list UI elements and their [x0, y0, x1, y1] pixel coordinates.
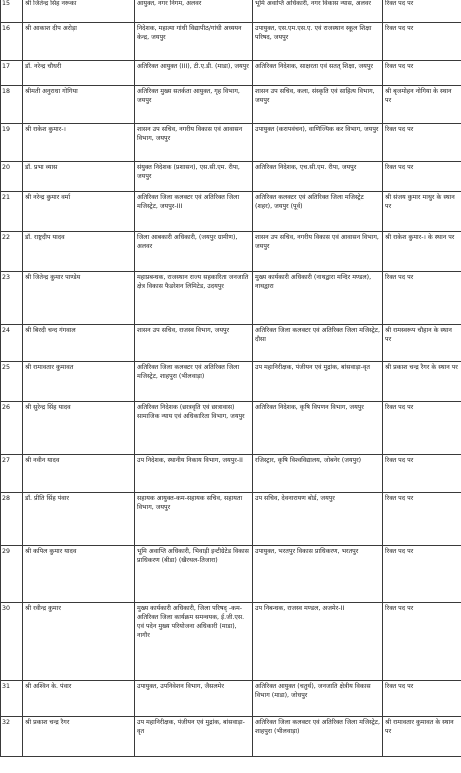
transfer-table-body	[1, 0, 461, 757]
officer-name-cell: डॉ. नरेन्द्र चौधरी	[23, 61, 135, 86]
current-posting-cell: शासन उप सचिव, राजस्व विभाग, जयपुर	[135, 325, 253, 362]
table-row	[1, 603, 461, 681]
officer-name-cell: डॉ. प्रभा व्यास	[23, 162, 135, 192]
new-posting-cell: अतिरिक्त जिला कलक्टर एवं अतिरिक्त जिला मजिस्ट्रेट, शाहपुरा (भीलवाड़ा)	[253, 717, 383, 757]
new-posting-cell: उप निबन्धक, राजस्व मण्डल, अजमेर-II	[253, 603, 383, 681]
officer-name-cell: श्री बिरदी चन्द गंगवाल	[23, 325, 135, 362]
table-row	[1, 681, 461, 717]
current-posting-cell: मुख्य कार्यकारी अधिकारी, जिला परिषद् -कम- अतिरिक्त जिला कार्यक्रम समन्वयक, ई.जी.एस. एवं पदेन मुख्य परियोजना अधिकारी (माडा), नागौर	[135, 603, 253, 681]
officer-name-cell: श्री सुरेन्द्र सिंह यादव	[23, 402, 135, 455]
table-row	[1, 162, 461, 192]
serial-number-cell: 26	[1, 402, 23, 455]
current-posting-cell: अतिरिक्त जिला कलक्टर एवं अतिरिक्त जिला मजिस्ट्रेट, शाहपुरा (भीलवाड़ा)	[135, 362, 253, 402]
current-posting-cell: आयुक्त, नगर निगम, अलवर	[135, 0, 253, 23]
table-row	[1, 546, 461, 603]
officer-name-cell: श्री राकेश कुमार-।	[23, 124, 135, 162]
remark-cell: रिक्त पद पर	[383, 61, 461, 86]
table-row	[1, 192, 461, 232]
serial-number-cell: 17	[1, 61, 23, 86]
table-row	[1, 86, 461, 124]
new-posting-cell: मुख्य कार्यकारी अधिकारी (नाथद्वारा मन्दिर मण्डल), नाथद्वारा	[253, 272, 383, 325]
serial-number-cell: 27	[1, 455, 23, 493]
officer-name-cell: डॉ. राष्ट्रदीप यादव	[23, 232, 135, 272]
remark-cell: श्री रामस्वरूप चौहान के स्थान पर	[383, 325, 461, 362]
table-row	[1, 402, 461, 455]
current-posting-cell: अतिरिक्त आयुक्त (III), टी.ए.डी. (माडा), जयपुर	[135, 61, 253, 86]
current-posting-cell: संयुक्त निदेशक (प्रशासन), एस.सी.एम. रीपा, जयपुर	[135, 162, 253, 192]
serial-number-cell: 23	[1, 272, 23, 325]
current-posting-cell: अतिरिक्त जिला कलक्टर एवं अतिरिक्त जिला मजिस्ट्रेट, जयपुर-III	[135, 192, 253, 232]
current-posting-cell: शासन उप सचिव, नगरीय विकास एवं आवासन विभाग, जयपुर	[135, 124, 253, 162]
officer-name-cell: श्री अश्विन के. पंवार	[23, 681, 135, 717]
current-posting-cell: जिला आबकारी अधिकारी, (जयपुर ग्रामीण), अलवर	[135, 232, 253, 272]
serial-number-cell: 18	[1, 86, 23, 124]
officer-name-cell: श्री जितेन्द्र कुमार पाण्डेय	[23, 272, 135, 325]
officer-name-cell: श्रीमती अनुराधा गोगिया	[23, 86, 135, 124]
current-posting-cell: भूमि अवाप्ति अधिकारी, भिवाड़ी इन्टीग्रेटेड विकास प्राधिकरण (बीडा) (खैरथल-तिजारा)	[135, 546, 253, 603]
current-posting-cell: सहायक आयुक्त-कम-सहायक सचिव, सहायता विभाग, जयपुर	[135, 493, 253, 546]
serial-number-cell: 15	[1, 0, 23, 23]
remark-cell: रिक्त पद पर	[383, 162, 461, 192]
table-row	[1, 272, 461, 325]
table-row	[1, 717, 461, 757]
officer-name-cell: श्री नवीन यादव	[23, 455, 135, 493]
remark-cell: श्री प्रकाश चन्द्र रैगर के स्थान पर	[383, 362, 461, 402]
remark-cell: श्री राकेश कुमार-। के स्थान पर	[383, 232, 461, 272]
current-posting-cell: महाप्रबन्धक, राजस्थान राज्य सहकारिता जनजाति क्षेत्र विकास फैडरेशन लिमिटेड, उदयपुर	[135, 272, 253, 325]
remark-cell: रिक्त पद पर	[383, 272, 461, 325]
new-posting-cell: अतिरिक्त निदेशक, साक्षरता एवं सतत् शिक्षा, जयपुर	[253, 61, 383, 86]
table-row	[1, 455, 461, 493]
table-row	[1, 23, 461, 61]
table-row	[1, 493, 461, 546]
table-row	[1, 232, 461, 272]
new-posting-cell: अतिरिक्त आयुक्त (चतुर्थ), जनजाति क्षेत्रीय विकास विभाग (माडा), जोधपुर	[253, 681, 383, 717]
table-row	[1, 124, 461, 162]
remark-cell: रिक्त पद पर	[383, 603, 461, 681]
serial-number-cell: 16	[1, 23, 23, 61]
serial-number-cell: 24	[1, 325, 23, 362]
serial-number-cell: 29	[1, 546, 23, 603]
new-posting-cell: उपायुक्त (करापवंचन), वाणिज्यिक कर विभाग, जयपुर	[253, 124, 383, 162]
officer-name-cell: श्री नरेन्द्र कुमार वर्मा	[23, 192, 135, 232]
remark-cell: रिक्त पद पर	[383, 493, 461, 546]
officer-name-cell: श्री रवीन्द्र कुमार	[23, 603, 135, 681]
officer-name-cell: श्री प्रकाश चन्द्र रैगर	[23, 717, 135, 757]
new-posting-cell: उपायुक्त, एस.एम.एस.ए. एवं राजस्थान स्कूल शिक्षा परिषद, जयपुर	[253, 23, 383, 61]
serial-number-cell: 21	[1, 192, 23, 232]
serial-number-cell: 31	[1, 681, 23, 717]
new-posting-cell: अतिरिक्त जिला कलक्टर एवं अतिरिक्त जिला मजिस्ट्रेट, दौसा	[253, 325, 383, 362]
new-posting-cell: उप सचिव, देवनारायण बोर्ड, जयपुर	[253, 493, 383, 546]
remark-cell: रिक्त पद पर	[383, 455, 461, 493]
serial-number-cell: 19	[1, 124, 23, 162]
serial-number-cell: 28	[1, 493, 23, 546]
officer-name-cell: श्री जितेन्द्र सिंह नरूका	[23, 0, 135, 23]
new-posting-cell: अतिरिक्त निदेशक, एच.सी.एम. रीपा, जयपुर	[253, 162, 383, 192]
remark-cell: श्री संजय कुमार माथुर के स्थान पर	[383, 192, 461, 232]
new-posting-cell: उप महानिरीक्षक, पंजीयन एवं मुद्रांक, बांसवाड़ा-वृत	[253, 362, 383, 402]
officer-name-cell: श्री आकाश दीप अरोड़ा	[23, 23, 135, 61]
current-posting-cell: उपायुक्त, उपनिवेशन विभाग, जैसलमेर	[135, 681, 253, 717]
new-posting-cell: शासन उप सचिव, कला, संस्कृति एवं साहित्य विभाग, जयपुर	[253, 86, 383, 124]
remark-cell: रिक्त पद पर	[383, 546, 461, 603]
new-posting-cell: अतिरिक्त निदेशक, कृषि विपणन विभाग, जयपुर	[253, 402, 383, 455]
new-posting-cell: भूमि अवाप्ति अधिकारी, नगर विकास न्यास, अलवर	[253, 0, 383, 23]
new-posting-cell: रजिस्ट्रार, कृषि विश्वविद्यालय, जोबनेर (जयपुर)	[253, 455, 383, 493]
serial-number-cell: 30	[1, 603, 23, 681]
serial-number-cell: 22	[1, 232, 23, 272]
remark-cell: रिक्त पद पर	[383, 124, 461, 162]
table-row	[1, 325, 461, 362]
serial-number-cell: 32	[1, 717, 23, 757]
remark-cell: रिक्त पद पर	[383, 23, 461, 61]
table-row	[1, 362, 461, 402]
current-posting-cell: उप महानिरीक्षक, पंजीयन एवं मुद्रांक, बांसवाड़ा-वृत	[135, 717, 253, 757]
remark-cell: श्री बृजमोहन नोगिया के स्थान पर	[383, 86, 461, 124]
new-posting-cell: अतिरिक्त कलक्टर एवं अतिरिक्त जिला मजिस्ट्रेट (शहर), जयपुर (पूर्व)	[253, 192, 383, 232]
new-posting-cell: शासन उप सचिव, नगरीय विकास एवं आवासन विभाग, जयपुर	[253, 232, 383, 272]
current-posting-cell: उप निदेशक, स्थानीय निकाय विभाग, जयपुर-II	[135, 455, 253, 493]
current-posting-cell: अतिरिक्त मुख्य सतर्कता आयुक्त, गृह विभाग, जयपुर	[135, 86, 253, 124]
current-posting-cell: निदेशक, महात्मा गांधी विद्यापीठ/गांधी अध्ययन केन्द्र, जयपुर	[135, 23, 253, 61]
remark-cell: रिक्त पद पर	[383, 402, 461, 455]
remark-cell: रिक्त पद पर	[383, 0, 461, 23]
serial-number-cell: 25	[1, 362, 23, 402]
remark-cell: रिक्त पद पर	[383, 681, 461, 717]
officer-name-cell: डॉ. प्रीति सिंह पंवार	[23, 493, 135, 546]
officer-name-cell: श्री कपिल कुमार यादव	[23, 546, 135, 603]
current-posting-cell: अतिरिक्त निदेशक (छात्रवृति एवं छात्रावास) सामाजिक न्याय एवं अधिकारिता विभाग, जयपुर	[135, 402, 253, 455]
new-posting-cell: उपायुक्त, भरतपुर विकास प्राधिकरण, भरतपुर	[253, 546, 383, 603]
table-row	[1, 0, 461, 23]
serial-number-cell: 20	[1, 162, 23, 192]
officer-name-cell: श्री रामावतार कुमावत	[23, 362, 135, 402]
remark-cell: श्री रामावतार कुमावत के स्थान पर	[383, 717, 461, 757]
table-row	[1, 61, 461, 86]
